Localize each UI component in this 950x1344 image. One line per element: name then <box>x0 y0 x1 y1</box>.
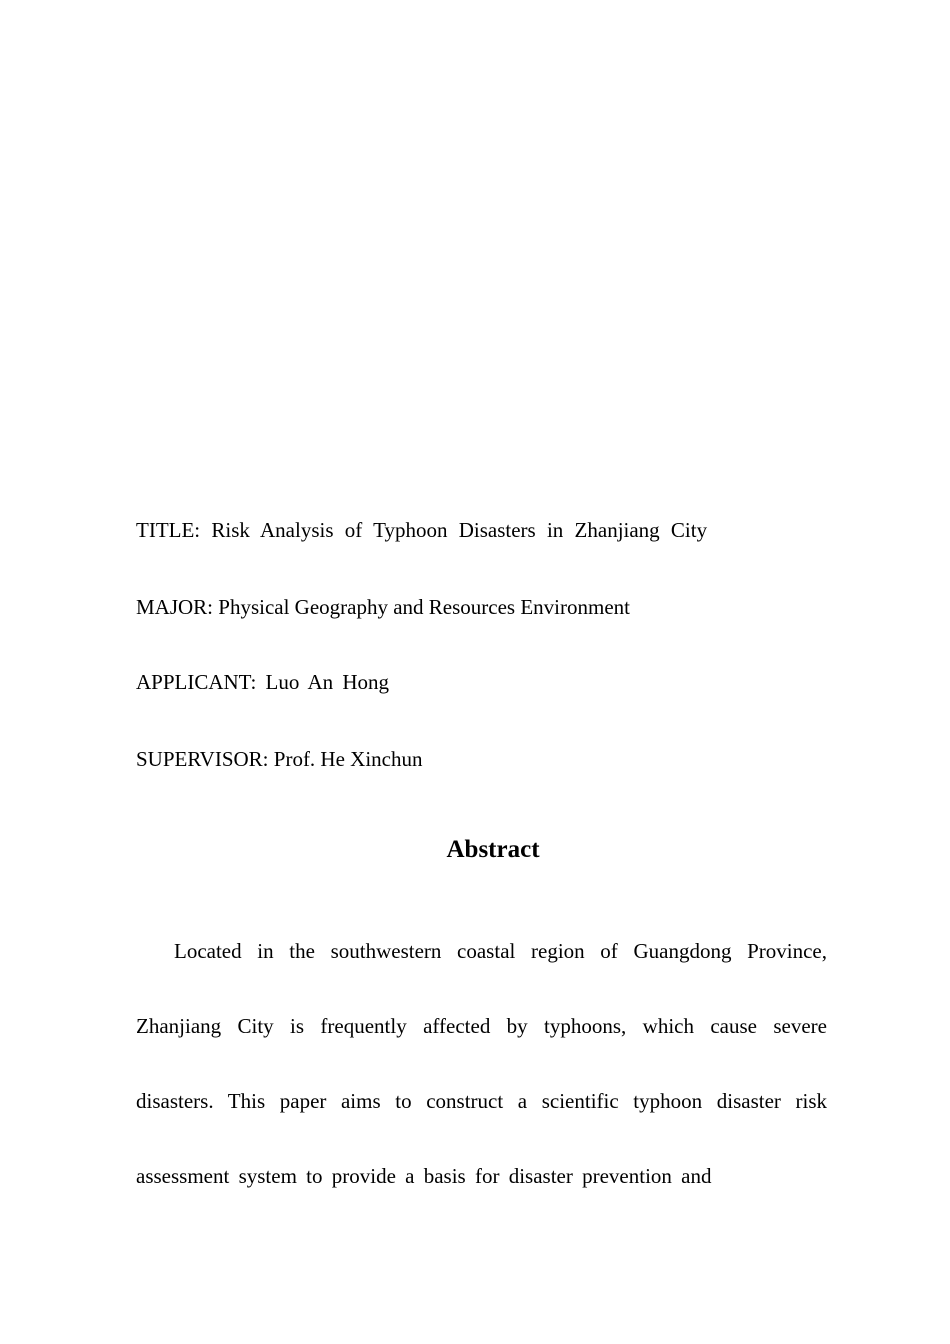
abstract-heading: Abstract <box>446 836 540 863</box>
applicant-line: APPLICANT: Luo An Hong <box>136 670 390 694</box>
major-line: MAJOR: Physical Geography and Resources Environment <box>136 595 631 619</box>
thesis-title-line: TITLE: Risk Analysis of Typhoon Disasters in Zhanjiang City <box>136 518 708 542</box>
supervisor-line: SUPERVISOR: Prof. He Xinchun <box>136 747 423 771</box>
abstract-paragraph: Located in the southwestern coastal region of Guangdong Province, Zhanjiang City is frequently affected by typhoons, which cause severe disasters. This paper aims to construct a scientific typhoon disaster risk assessment system to provide a basis for disaster prevention and <box>136 939 827 1188</box>
